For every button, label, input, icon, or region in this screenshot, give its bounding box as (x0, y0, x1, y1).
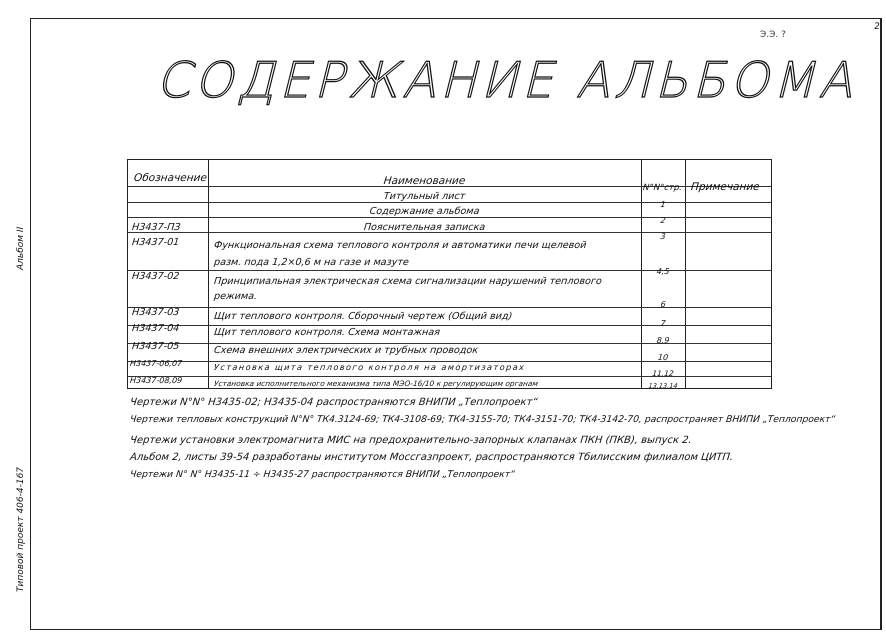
row-name: Пояснительная записка (363, 222, 486, 233)
note-line: Альбом 2, листы 39-54 разработаны институтом Моссгазпроект, распространяются Тбилисским филиалом ЦИТП. (129, 452, 734, 463)
side-album-label: Альбом II (16, 226, 26, 270)
row-sheet: 6 (659, 300, 667, 309)
row-name: Титульный лист (383, 191, 466, 202)
album-title: СОДЕРЖАНИЕ АЛЬБОМА (152, 52, 868, 109)
row-code: Н3437-05 (131, 341, 180, 352)
row-name: Щит теплового контроля. Сборочный чертеж (Общий вид) (213, 311, 513, 322)
row-sheet: 7 (659, 319, 667, 328)
side-project-label: Типовой проект 406-4-167 (16, 466, 26, 592)
row-code: Н3437-ПЗ (131, 222, 182, 233)
row-code: Н3437-03 (131, 307, 180, 318)
row-name: Установка исполнительного механизма типа МЭО-16/10 к регулирующим органам (213, 379, 539, 388)
row-sheet: 8,9 (656, 336, 670, 345)
header-note: Примечание (690, 181, 761, 193)
row-name: Функциональная схема теплового контроля и автоматики печи щелевой (213, 240, 587, 251)
note-line: Чертежи N° N° Н3435-11 ÷ Н3435-27 распространяются ВНИПИ „Теплопроект“ (129, 469, 516, 480)
header-sheet-no: N°N°стр. (642, 183, 683, 193)
row-code: Н3437-08,09 (129, 376, 183, 385)
row-sheet: 3 (659, 232, 667, 241)
row-name: режима. (213, 291, 258, 302)
row-sheet: 11,12 (651, 369, 675, 378)
row-sheet: 4,5 (656, 267, 670, 276)
row-name: Щит теплового контроля. Схема монтажная (213, 327, 441, 338)
row-name: разм. пода 1,2×0,6 м на газе и мазуте (213, 257, 410, 268)
row-name: Схема внешних электрических и трубных проводок (213, 345, 479, 356)
row-code: Н3437-06,07 (129, 359, 183, 368)
sheet-code: Э.Э. ? (760, 30, 786, 40)
row-name: Установка щита теплового контроля на амортизаторах (213, 362, 526, 372)
row-name: Принципиальная электрическая схема сигнализации нарушений теплового (213, 276, 603, 287)
header-designation: Обозначение (133, 172, 208, 184)
contents-table (127, 159, 772, 389)
row-sheet: 1 (659, 200, 667, 209)
note-line: Чертежи установки электромагнита МИС на предохранительно-запорных клапанах ПКН (ПКВ), выпуск 2. (129, 435, 693, 446)
row-code: Н3437-01 (131, 237, 180, 248)
note-line: Чертежи тепловых конструкций N°N° ТК4.3124-69; ТК4-3108-69; ТК4-3155-70; ТК4-3151-70; ТК4-3142-70, распространяет ВНИПИ „Теплопроект“ (129, 414, 836, 425)
row-sheet: 13,13,14 (648, 382, 678, 390)
row-sheet: 2 (659, 216, 667, 225)
row-code: Н3437-04 (131, 323, 180, 334)
note-line: Чертежи N°N° Н3435-02; Н3435-04 распространяются ВНИПИ „Теплопроект“ (129, 397, 539, 408)
row-sheet: 10 (657, 353, 669, 362)
row-code: Н3437-02 (131, 271, 180, 282)
header-name: Наименование (383, 175, 466, 187)
sheet-number: 2 (873, 22, 881, 32)
row-name: Содержание альбома (369, 206, 480, 217)
